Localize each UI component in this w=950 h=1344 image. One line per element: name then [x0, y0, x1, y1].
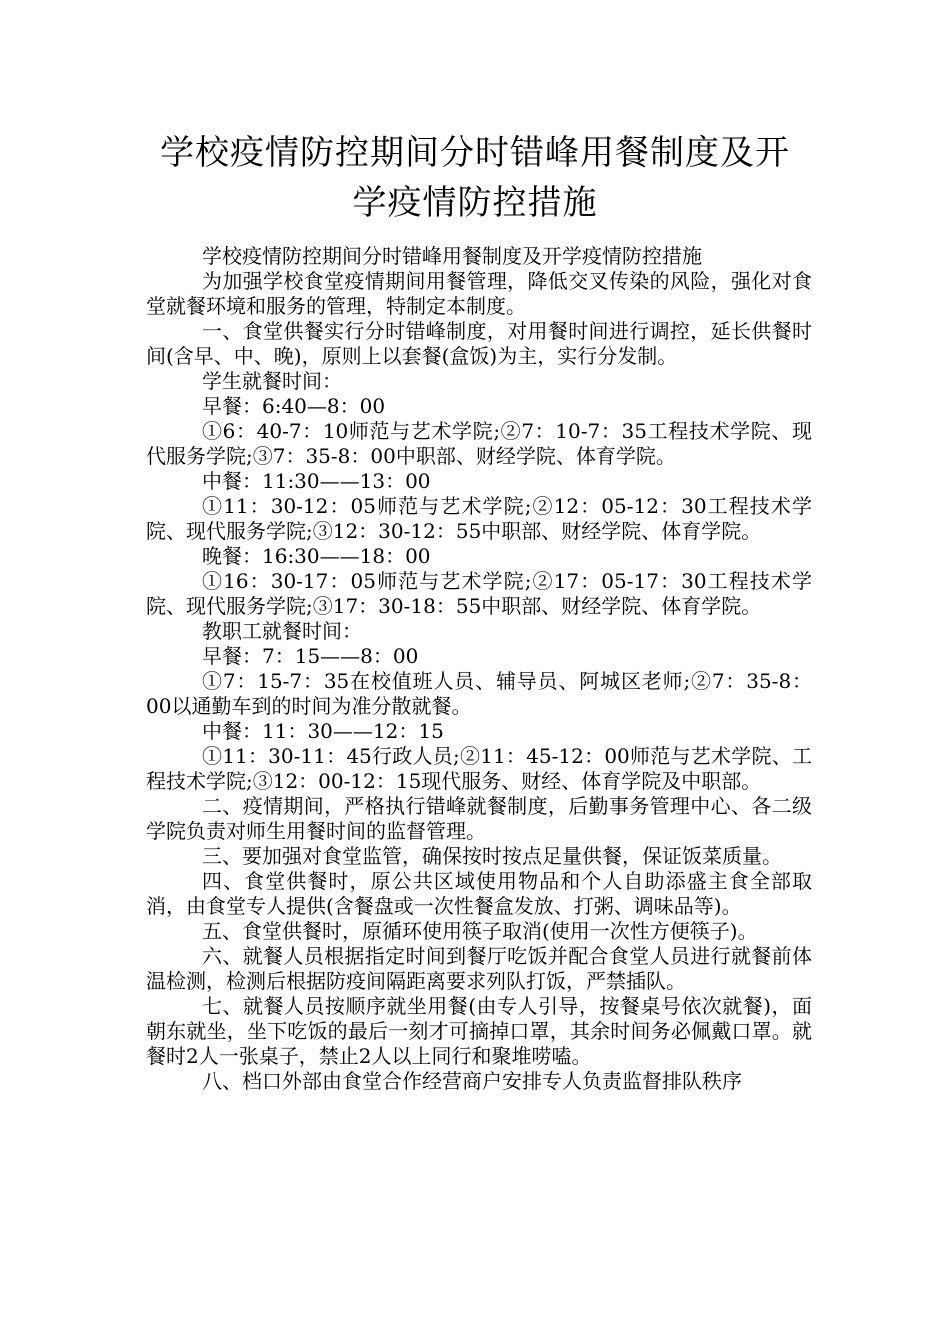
paragraph: ①11：30-11：45行政人员;②11：45-12：00师范与艺术学院、工程技术学院;③12：00-12：15现代服务、财经、体育学院及中职部。	[146, 744, 812, 793]
paragraph: 一、食堂供餐实行分时错峰制度，对用餐时间进行调控，延长供餐时间(含早、中、晚)，原则上以套餐(盒饭)为主，实行分发制。	[146, 319, 812, 368]
paragraph: ①6：40-7：10师范与艺术学院;②7：10-7：35工程技术学院、现代服务学院;③7：35-8：00中职部、财经学院、体育学院。	[146, 419, 812, 468]
paragraph: 晚餐：16:30——18：00	[202, 544, 431, 568]
paragraph: 中餐：11：30——12：15	[202, 719, 444, 743]
paragraph: ①16：30-17：05师范与艺术学院;②17：05-17：30工程技术学院、现代服务学院;③17：30-18：55中职部、财经学院、体育学院。	[146, 569, 812, 618]
paragraph: 早餐：7：15——8：00	[202, 644, 419, 668]
paragraph: 教职工就餐时间：	[202, 619, 362, 643]
paragraph: ①7：15-7：35在校值班人员、辅导员、阿城区老师;②7：35-8：00以通勤车到的时间为准分散就餐。	[146, 669, 812, 718]
paragraph: 三、要加强对食堂监管，确保按时按点足量供餐，保证饭菜质量。	[202, 844, 782, 868]
paragraph: 二、疫情期间，严格执行错峰就餐制度，后勤事务管理中心、各二级学院负责对师生用餐时间的监督管理。	[146, 794, 812, 843]
paragraph: 为加强学校食堂疫情期间用餐管理，降低交叉传染的风险，强化对食堂就餐环境和服务的管理，特制定本制度。	[146, 269, 812, 318]
paragraph: 八、档口外部由食堂合作经营商户安排专人负责监督排队秩序	[202, 1069, 742, 1093]
paragraph: 五、食堂供餐时，原循环使用筷子取消(使用一次性方便筷子)。	[202, 919, 758, 943]
paragraph: 学生就餐时间：	[202, 369, 342, 393]
paragraph: 四、食堂供餐时，原公共区域使用物品和个人自助添盛主食全部取消，由食堂专人提供(含餐盘或一次性餐盒发放、打粥、调味品等)。	[146, 869, 812, 918]
paragraph: 中餐：11:30——13：00	[202, 469, 431, 493]
paragraph: 七、就餐人员按顺序就坐用餐(由专人引导，按餐桌号依次就餐)，面朝东就坐，坐下吃饭的最后一刻才可摘掉口罩，其余时间务必佩戴口罩。就餐时2人一张桌子，禁止2人以上同行和聚堆唠嗑。	[146, 994, 812, 1068]
paragraph: 早餐：6:40—8：00	[202, 394, 386, 418]
document-body	[146, 244, 812, 1094]
paragraph: 学校疫情防控期间分时错峰用餐制度及开学疫情防控措施	[202, 244, 702, 268]
paragraph: ①11：30-12：05师范与艺术学院;②12：05-12：30工程技术学院、现代服务学院;③12：30-12：55中职部、财经学院、体育学院。	[146, 494, 812, 543]
title-line-1: 学校疫情防控期间分时错峰用餐制度及开	[160, 133, 790, 173]
paragraph: 六、就餐人员根据指定时间到餐厅吃饭并配合食堂人员进行就餐前体温检测，检测后根据防疫间隔距离要求列队打饭，严禁插队。	[146, 944, 812, 993]
document-title	[100, 128, 850, 228]
title-line-2: 学疫情防控措施	[352, 183, 598, 223]
